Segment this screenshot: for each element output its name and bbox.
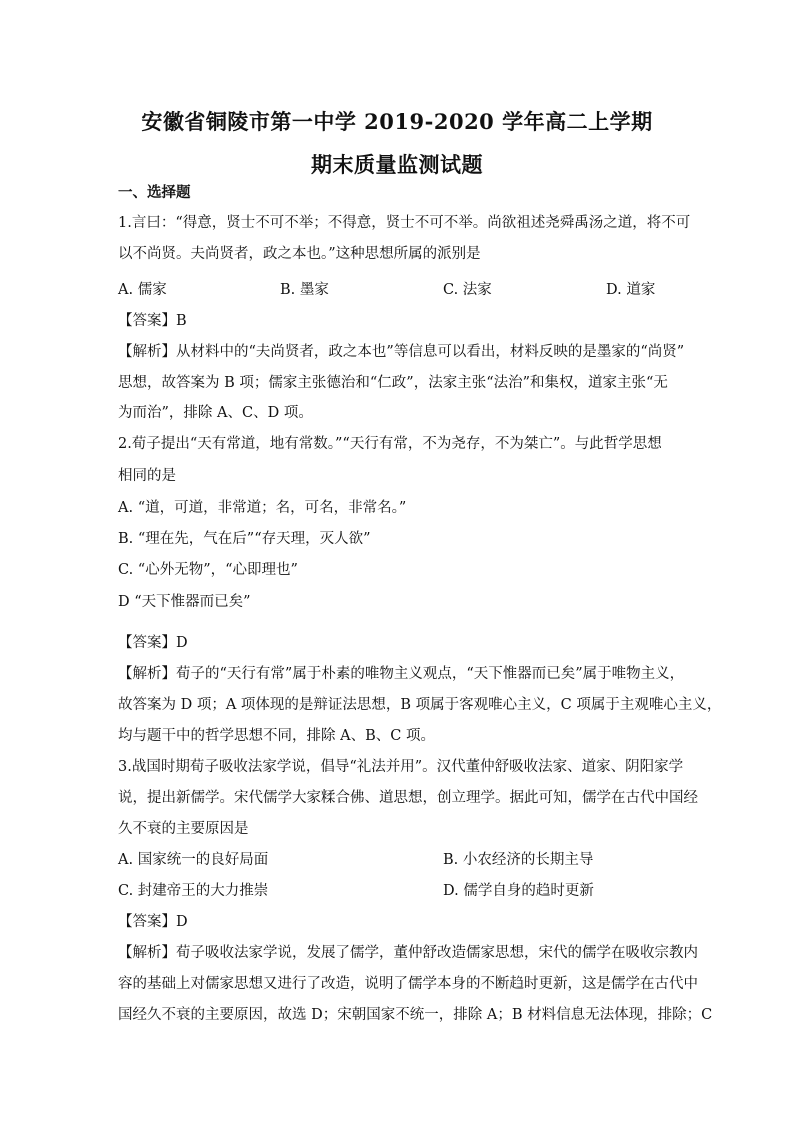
q1-option-b: B. 墨家 [280,282,329,298]
q1-option-d: D. 道家 [606,282,656,298]
q3-stem-line1: 3.战国时期荀子吸收法家学说，倡导“礼法并用”。汉代董仲舒吸收法家、道家、阴阳家学 [118,759,684,775]
document-title-line2: 期末质量监测试题 [311,152,483,177]
q1-answer: 【答案】B [118,313,187,329]
q3-stem-line3: 久不衰的主要原因是 [118,821,249,837]
q1-analysis-line3: 为而治”，排除 A、C、D 项。 [118,405,313,421]
q2-option-c: C. “心外无物”，“心即理也” [118,562,298,578]
q2-stem-line1: 2.荀子提出“天有常道，地有常数。”“天行有常，不为尧存，不为桀亡”。与此哲学思想 [118,436,662,452]
q3-analysis-line3: 国经久不衰的主要原因，故选 D；宋朝国家不统一，排除 A；B 材料信息无法体现，排除；C [118,1007,713,1023]
q3-option-a: A. 国家统一的良好局面 [118,852,269,868]
q2-answer: 【答案】D [118,635,188,651]
q2-stem-line2: 相同的是 [118,468,176,484]
q1-stem-line1: 1.言曰：“得意，贤士不可不举；不得意，贤士不可不举。尚欲祖述尧舜禹汤之道，将不可 [118,215,691,231]
section-heading: 一、选择题 [118,184,191,201]
q3-option-c: C. 封建帝王的大力推崇 [118,883,269,899]
q2-analysis-line3: 均与题干中的哲学思想不同，排除 A、B、C 项。 [118,728,435,744]
q3-option-d: D. 儒学自身的趋时更新 [443,883,594,899]
q1-analysis-line1: 【解析】从材料中的“夫尚贤者，政之本也”等信息可以看出，材料反映的是墨家的“尚贤” [118,344,685,360]
q1-option-a: A. 儒家 [118,282,167,298]
q2-option-a: A. “道，可道，非常道；名，可名，非常名。” [118,500,407,516]
q3-analysis-line1: 【解析】荀子吸收法家学说，发展了儒学，董仲舒改造儒家思想，宋代的儒学在吸收宗教内 [118,945,698,961]
q3-analysis-line2: 容的基础上对儒家思想又进行了改造，说明了儒学本身的不断趋时更新，这是儒学在古代中 [118,976,698,992]
q3-stem-line2: 说，提出新儒学。宋代儒学大家糅合佛、道思想，创立理学。据此可知，儒学在古代中国经 [118,790,698,806]
q1-option-c: C. 法家 [443,282,492,298]
document-title-line1: 安徽省铜陵市第一中学 2019-2020 学年高二上学期 [141,109,653,134]
q2-analysis-line1: 【解析】荀子的“天行有常”属于朴素的唯物主义观点，“天下惟器而已矣”属于唯物主义， [118,666,685,682]
q1-analysis-line2: 思想，故答案为 B 项；儒家主张德治和“仁政”，法家主张“法治”和集权，道家主张“无 [118,375,668,391]
q1-stem-line2: 以不尚贤。夫尚贤者，政之本也。”这种思想所属的派别是 [118,246,481,262]
q3-option-b: B. 小农经济的长期主导 [443,852,594,868]
q3-answer: 【答案】D [118,914,188,930]
q2-option-d: D “天下惟器而已矣” [118,594,251,610]
q2-analysis-line2: 故答案为 D 项；A 项体现的是辩证法思想，B 项属于客观唯心主义，C 项属于主观唯心主义， [118,697,722,713]
q2-option-b: B. “理在先，气在后”“存天理，灭人欲” [118,531,371,547]
